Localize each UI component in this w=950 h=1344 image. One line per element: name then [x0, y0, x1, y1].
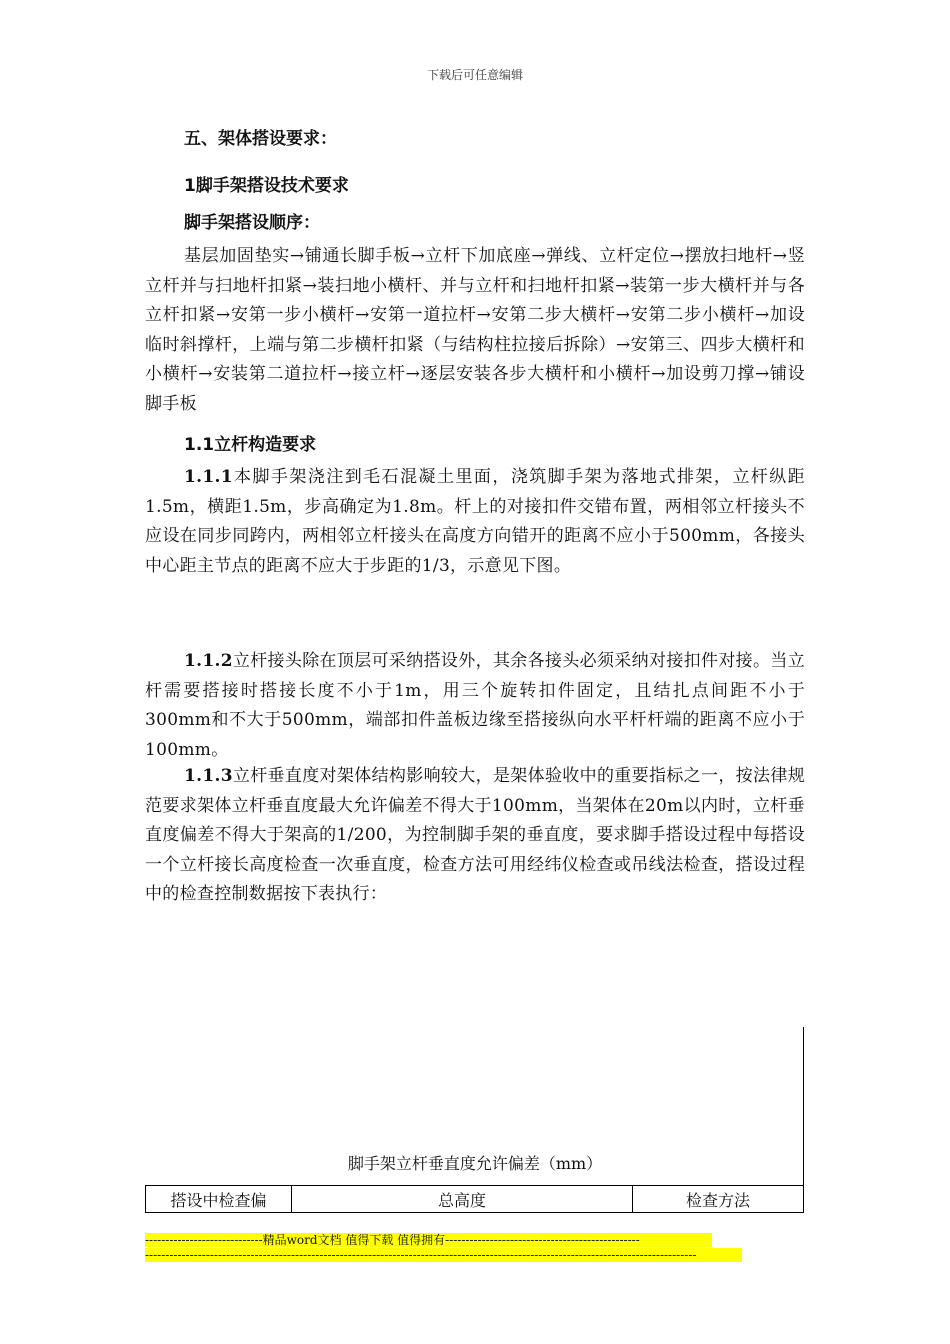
paragraph-1-1-3 [145, 762, 805, 910]
clause-text: 本脚手架浇注到毛石混凝土里面，浇筑脚手架为落地式排架，立杆纵距1.5m，横距1.5m，步高确定为1.8m。杆上的对接扣件交错布置，两相邻立杆接头不应设在同步同跨内，两相邻立杆接头在高度方向错开的距离不应小于500mm，各接头中心距主节点的距离不应大于步距的1/3，示意见下图。 [145, 467, 805, 576]
clause-number: 1.1.1 [184, 467, 233, 487]
paragraph-1-1-1 [145, 463, 805, 581]
subsection-title-1: 1脚手架搭设技术要求 [184, 176, 349, 196]
page-header: 下载后可任意编辑 [426, 68, 523, 82]
paragraph-erection-order: 基层加固垫实→铺通长脚手板→立杆下加底座→弹线、立杆定位→摆放扫地杆→竖立杆并与扫地杆扣紧→装扫地小横杆、并与立杆和扫地杆扣紧→装第一步大横杆并与各立杆扣紧→安第一步小横杆→安第一道拉杆→安第二步大横杆→安第二步小横杆→加设临时斜撑杆，上端与第二步横杆扣紧（与结构柱拉接后拆除）→安第三、四步大横杆和小横杆→安装第二道拉杆→接立杆→逐层安装各步大横杆和小横杆→加设剪刀撑→铺设脚手板 [145, 246, 805, 414]
subsection-title-1-1: 1.1立杆构造要求 [184, 435, 317, 455]
section-title: 五、架体搭设要求： [184, 129, 337, 149]
subsection-order-title: 脚手架搭设顺序： [184, 213, 320, 233]
table-header-cell: 搭设中检查偏 [146, 1186, 292, 1213]
clause-text: 立杆垂直度对架体结构影响较大，是架体验收中的重要指标之一，按法律规范要求架体立杆垂直度最大允许偏差不得大于100mm，当架体在20m以内时，立杆垂直度偏差不得大于架高的1/200，为控制脚手架的垂直度，要求脚手搭设过程中每搭设一个立杆接长高度检查一次垂直度，检查方法可用经纬仪检查或吊线法检查，搭设过程中的检查控制数据按下表执行： [145, 766, 805, 904]
verticality-table [145, 1185, 804, 1213]
table-header-cell: 总高度 [292, 1186, 633, 1213]
table-header-row [146, 1186, 804, 1213]
clause-number: 1.1.2 [184, 651, 233, 671]
clause-number: 1.1.3 [184, 766, 233, 786]
paragraph-1-1-2 [145, 647, 805, 765]
table-header-cell: 检查方法 [633, 1186, 804, 1213]
footer-banner-line-2: ---------------------------------------------------------------------------------------------------------------------------------------- [145, 1248, 742, 1262]
table-caption: 脚手架立杆垂直度允许偏差（mm） [347, 1154, 603, 1173]
clause-text: 立杆接头除在顶层可采纳搭设外，其余各接头必须采纳对接扣件对接。当立杆需要搭接时搭接长度不小于1m，用三个旋转扣件固定，且结扎点间距不小于300mm和不大于500mm，端部扣件盖板边缘至搭接纵向水平杆杆端的距离不应小于100mm。 [145, 651, 805, 760]
footer-banner-line-1: -----------------------------精品word文档 值得下载 值得拥有------------------------------------------------ [145, 1233, 712, 1247]
